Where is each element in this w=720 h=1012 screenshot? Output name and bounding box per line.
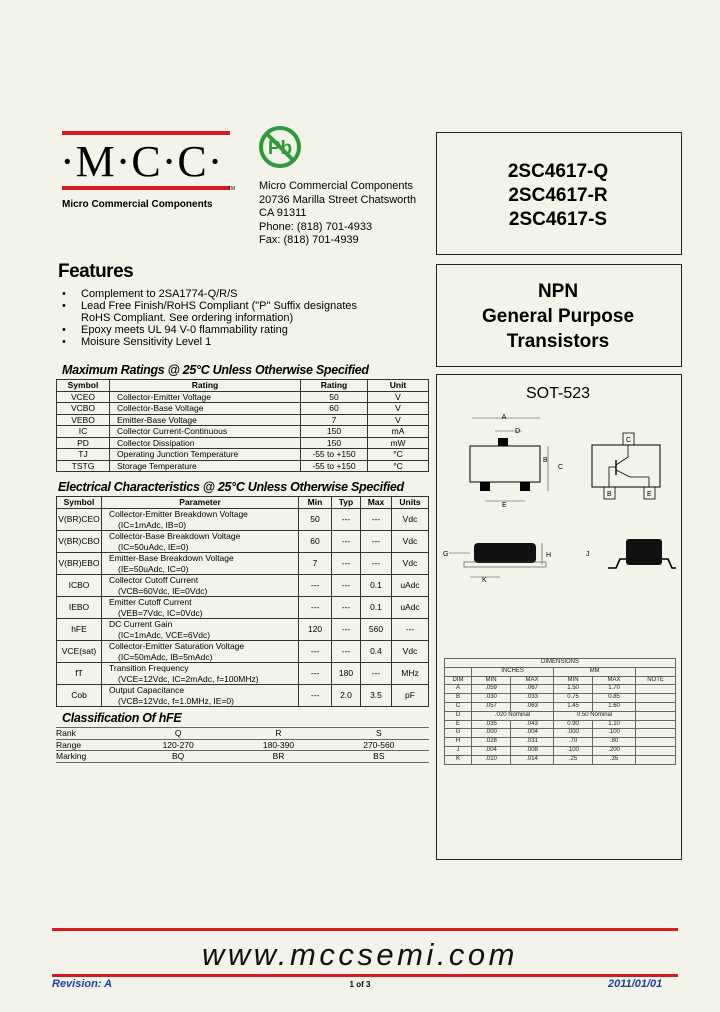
table-row — [57, 641, 429, 663]
revision-date: 2011/01/01 — [608, 978, 663, 990]
table-cell: Collector-Base Voltage — [110, 403, 301, 415]
address-street: 20736 Marilla Street Chatsworth — [259, 193, 417, 206]
table-cell: --- — [361, 509, 392, 531]
table-cell: 120 — [299, 619, 332, 641]
table-row — [445, 729, 676, 738]
param-condition: (IC=50uAdc, IE=0) — [118, 541, 189, 552]
dim-label-j: J — [586, 551, 590, 558]
table-cell: .70 — [554, 738, 593, 747]
table-cell: 60 — [301, 403, 368, 415]
table-cell: °C — [368, 449, 429, 461]
table-cell: .000 — [472, 729, 511, 738]
table-cell: 560 — [361, 619, 392, 641]
table-row — [445, 755, 676, 764]
table-cell: Q — [128, 728, 228, 740]
feature-text: Lead Free Finish/RoHS Compliant ("P" Suffix designates — [81, 300, 358, 312]
table-row — [57, 403, 429, 415]
table-cell: 7 — [299, 553, 332, 575]
table-cell: --- — [332, 641, 361, 663]
table-row — [56, 739, 429, 751]
col-header: MAX — [511, 676, 554, 685]
table-row — [445, 720, 676, 729]
table-cell: .100 — [554, 746, 593, 755]
table-cell: V(BR)CEO — [57, 509, 102, 531]
table-row — [57, 685, 429, 707]
footer-top-rule — [52, 928, 678, 931]
revision-label: Revision: A — [52, 978, 113, 990]
table-cell: 0.85 — [593, 694, 636, 703]
table-cell: Operating Junction Temperature — [110, 449, 301, 461]
col-header: NOTE — [636, 676, 676, 685]
table-cell: --- — [332, 619, 361, 641]
table-row — [57, 663, 429, 685]
description-line: NPN — [537, 281, 579, 302]
table-cell: 1.45 — [554, 702, 593, 711]
list-item — [62, 324, 357, 336]
table-cell: E — [445, 720, 472, 729]
pb-text: Pb — [267, 138, 293, 159]
table-cell: A — [445, 685, 472, 694]
table-row — [57, 449, 429, 461]
table-cell: °C — [368, 460, 429, 472]
table-cell: VCEO — [57, 391, 110, 403]
table-cell: .008 — [511, 746, 554, 755]
dim-label-h: H — [546, 552, 552, 559]
max-ratings-table — [56, 379, 429, 472]
table-cell: --- — [392, 619, 429, 641]
table-row — [57, 509, 429, 531]
table-row — [445, 738, 676, 747]
table-cell: .035 — [472, 720, 511, 729]
col-header: MIN — [472, 676, 511, 685]
table-cell: Vdc — [392, 553, 429, 575]
table-cell: --- — [299, 663, 332, 685]
table-cell: V — [368, 391, 429, 403]
table-cell: TSTG — [57, 460, 110, 472]
table-cell: -55 to +150 — [301, 449, 368, 461]
col-header: Typ — [332, 497, 361, 509]
inches-header: INCHES — [472, 667, 554, 676]
table-cell: C — [445, 702, 472, 711]
table-cell: -55 to +150 — [301, 460, 368, 472]
table-row — [445, 685, 676, 694]
table-row — [56, 751, 429, 763]
table-row — [445, 746, 676, 755]
bullet: • — [62, 288, 66, 300]
table-cell: 270-560 — [329, 739, 429, 751]
col-header: Symbol — [57, 380, 110, 392]
table-cell: PD — [57, 437, 110, 449]
param-name: Collector Cutoff Current — [109, 575, 199, 585]
param-name: Collector-Emitter Breakdown Voltage — [109, 509, 248, 519]
table-cell: 180-390 — [228, 739, 328, 751]
table-cell: --- — [332, 509, 361, 531]
col-header: Unit — [368, 380, 429, 392]
table-cell: Emitter-Base Voltage — [110, 414, 301, 426]
table-cell: .043 — [511, 720, 554, 729]
footer-bottom-rule — [52, 974, 678, 977]
feature-text: Moisure Sensitivity Level 1 — [81, 336, 212, 348]
table-row — [57, 553, 429, 575]
company-address — [259, 180, 416, 248]
table-row — [57, 575, 429, 597]
table-cell: --- — [361, 531, 392, 553]
table-cell: 0.1 — [361, 597, 392, 619]
table-cell — [102, 531, 299, 553]
table-cell — [102, 553, 299, 575]
table-row — [445, 702, 676, 711]
dim-label-b: B — [543, 457, 548, 464]
table-cell: .100 — [593, 729, 636, 738]
table-cell: K — [445, 755, 472, 764]
description-line: Transistors — [506, 331, 610, 352]
table-cell: .033 — [511, 694, 554, 703]
param-condition: (VEB=7Vdc, IC=0Vdc) — [118, 607, 203, 618]
table-cell: D — [445, 711, 472, 720]
table-cell: 1.70 — [593, 685, 636, 694]
table-cell: Vdc — [392, 509, 429, 531]
table-cell: S — [329, 728, 429, 740]
max-ratings-heading: Maximum Ratings @ 25°C Unless Otherwise Specified — [62, 363, 369, 377]
table-cell — [102, 663, 299, 685]
logo-subtitle: Micro Commercial Components — [62, 199, 213, 210]
page-number: 1 of 3 — [349, 980, 371, 989]
table-cell: 1.10 — [593, 720, 636, 729]
table-cell: pF — [392, 685, 429, 707]
table-cell — [102, 509, 299, 531]
col-header: Symbol — [57, 497, 102, 509]
table-cell: V — [368, 414, 429, 426]
dimensions-table — [444, 658, 676, 765]
feature-text: Complement to 2SA1774-Q/R/S — [81, 288, 238, 300]
pin-label-e: E — [647, 491, 652, 498]
part-number: 2SC4617-Q — [507, 161, 609, 182]
table-cell: 0.90 — [554, 720, 593, 729]
table-cell: Vdc — [392, 531, 429, 553]
electrical-table — [56, 496, 429, 707]
feature-text: RoHS Compliant. See ordering information) — [81, 312, 294, 324]
dim-label-a: A — [501, 414, 507, 421]
table-cell: MHz — [392, 663, 429, 685]
table-cell: 120-270 — [128, 739, 228, 751]
classification-heading: Classification Of hFE — [62, 711, 182, 725]
col-header: Rating — [301, 380, 368, 392]
col-header: Min — [299, 497, 332, 509]
table-cell: .014 — [511, 755, 554, 764]
table-cell: --- — [361, 663, 392, 685]
table-row — [57, 531, 429, 553]
table-cell: mA — [368, 426, 429, 438]
logo-top-rule — [62, 131, 230, 135]
table-cell: Collector Current-Continuous — [110, 426, 301, 438]
param-name: Collector-Base Breakdown Voltage — [109, 531, 241, 541]
param-condition: (IC=1mAdc, VCE=6Vdc) — [118, 629, 211, 640]
table-cell: Vdc — [392, 641, 429, 663]
table-cell: B — [445, 694, 472, 703]
table-cell — [102, 597, 299, 619]
table-cell: R — [228, 728, 328, 740]
param-condition: (IC=1mAdc, IB=0) — [118, 519, 187, 530]
part-number: 2SC4617-S — [508, 209, 608, 230]
param-name: DC Current Gain — [109, 619, 173, 629]
features-heading: Features — [58, 261, 134, 282]
bullet: • — [62, 300, 66, 312]
table-cell: --- — [332, 553, 361, 575]
table-cell: .004 — [472, 746, 511, 755]
table-cell: Collector-Emitter Voltage — [110, 391, 301, 403]
table-row — [445, 711, 676, 720]
table-cell: uAdc — [392, 575, 429, 597]
bullet: • — [62, 324, 66, 336]
table-row — [57, 460, 429, 472]
col-header: MIN — [554, 676, 593, 685]
table-cell: H — [445, 738, 472, 747]
table-cell: J — [445, 746, 472, 755]
table-cell: Storage Temperature — [110, 460, 301, 472]
table-cell: 0.4 — [361, 641, 392, 663]
table-cell: IC — [57, 426, 110, 438]
package-title: SOT-523 — [525, 385, 591, 402]
dim-label-d: D — [515, 428, 521, 435]
dimensions-title: DIMENSIONS — [445, 659, 676, 668]
param-condition: (IC=50mAdc, IB=5mAdc) — [118, 651, 213, 662]
table-cell: G — [445, 729, 472, 738]
table-cell: VEBO — [57, 414, 110, 426]
table-cell: .200 — [593, 746, 636, 755]
col-header: Rating — [110, 380, 301, 392]
electrical-heading: Electrical Characteristics @ 25°C Unless Otherwise Specified — [58, 480, 404, 494]
col-header: DIM — [445, 676, 472, 685]
table-cell: --- — [299, 641, 332, 663]
param-name: Output Capacitance — [109, 685, 185, 695]
col-header: Parameter — [102, 497, 299, 509]
package-drawing — [440, 405, 676, 590]
table-cell: --- — [332, 575, 361, 597]
table-cell: BQ — [128, 751, 228, 763]
company-logo: ·M·C·C· — [60, 137, 224, 186]
dim-label-e: E — [502, 502, 507, 509]
table-cell: 50 — [299, 509, 332, 531]
table-cell: .059 — [472, 685, 511, 694]
table-cell: Rank — [56, 728, 128, 740]
table-cell: .004 — [511, 729, 554, 738]
table-cell: 60 — [299, 531, 332, 553]
col-header: Units — [392, 497, 429, 509]
description-line: General Purpose — [481, 306, 635, 327]
list-item — [62, 312, 357, 324]
table-cell: BR — [228, 751, 328, 763]
table-cell: Range — [56, 739, 128, 751]
table-cell: VCBO — [57, 403, 110, 415]
table-cell: ICBO — [57, 575, 102, 597]
table-cell: Cob — [57, 685, 102, 707]
mm-header: MM — [554, 667, 636, 676]
bullet: • — [62, 336, 66, 348]
part-number: 2SC4617-R — [508, 185, 608, 206]
table-cell: 7 — [301, 414, 368, 426]
table-cell: hFE — [57, 619, 102, 641]
table-cell: --- — [299, 597, 332, 619]
address-phone: Phone: (818) 701-4933 — [259, 220, 373, 233]
table-cell: V(BR)EBO — [57, 553, 102, 575]
classification-table — [56, 727, 429, 763]
param-name: Emitter-Base Breakdown Voltage — [109, 553, 234, 563]
table-cell: 1.60 — [593, 702, 636, 711]
list-item — [62, 288, 357, 300]
table-cell: fT — [57, 663, 102, 685]
col-header: MAX — [593, 676, 636, 685]
table-cell: 150 — [301, 426, 368, 438]
col-header: Max — [361, 497, 392, 509]
table-cell — [102, 619, 299, 641]
table-cell: 180 — [332, 663, 361, 685]
features-list — [62, 288, 357, 348]
dim-label-k: K — [482, 577, 487, 584]
table-cell: .80 — [593, 738, 636, 747]
table-cell — [102, 641, 299, 663]
table-cell: 150 — [301, 437, 368, 449]
table-cell: IEBO — [57, 597, 102, 619]
dim-label-c: C — [558, 464, 564, 471]
address-fax: Fax: (818) 701-4939 — [259, 234, 359, 246]
table-cell: VCE(sat) — [57, 641, 102, 663]
table-cell: --- — [299, 685, 332, 707]
table-row — [57, 437, 429, 449]
table-cell: .010 — [472, 755, 511, 764]
table-row — [57, 391, 429, 403]
table-cell: .031 — [511, 738, 554, 747]
table-cell: 1.50 — [554, 685, 593, 694]
table-cell: 3.5 — [361, 685, 392, 707]
logo-bottom-rule — [62, 186, 230, 190]
table-cell: --- — [299, 575, 332, 597]
table-cell: Marking — [56, 751, 128, 763]
table-cell: .063 — [511, 702, 554, 711]
feature-text: Epoxy meets UL 94 V-0 flammability rating — [81, 324, 288, 336]
param-name: Collector-Emitter Saturation Voltage — [109, 641, 245, 651]
pin-label-b: B — [607, 491, 612, 498]
list-item — [62, 300, 357, 312]
table-row — [57, 597, 429, 619]
table-row — [57, 414, 429, 426]
pin-label-c: C — [626, 437, 632, 444]
lead-free-icon — [258, 125, 308, 171]
table-cell: V — [368, 403, 429, 415]
table-cell: uAdc — [392, 597, 429, 619]
trademark: TM — [228, 186, 236, 192]
table-cell — [102, 685, 299, 707]
table-cell: --- — [332, 531, 361, 553]
table-cell: 0.1 — [361, 575, 392, 597]
param-condition: (VCB=60Vdc, IE=0Vdc) — [118, 585, 208, 596]
table-row — [57, 619, 429, 641]
param-condition: (VCB=12Vdc, f=1.0MHz, IE=0) — [118, 695, 234, 706]
table-cell: --- — [332, 597, 361, 619]
table-row — [445, 694, 676, 703]
device-description — [436, 279, 680, 354]
list-item — [62, 336, 357, 348]
table-cell: 0.50 Nominal — [554, 711, 636, 720]
part-numbers — [436, 160, 680, 232]
param-name: Emitter Cutoff Current — [109, 597, 192, 607]
table-cell: .028 — [472, 738, 511, 747]
param-condition: (IE=50uAdc, IC=0) — [118, 563, 189, 574]
table-cell: mW — [368, 437, 429, 449]
website-url[interactable]: www.mccsemi.com — [201, 937, 518, 972]
table-cell: 0.75 — [554, 694, 593, 703]
table-cell: Collector Dissipation — [110, 437, 301, 449]
dim-label-g: G — [443, 551, 449, 558]
table-row — [57, 426, 429, 438]
table-row — [56, 728, 429, 740]
param-name: Transition Frequency — [109, 663, 189, 673]
table-cell: --- — [361, 553, 392, 575]
table-cell: .030 — [472, 694, 511, 703]
address-city: CA 91311 — [259, 207, 307, 219]
table-cell: .25 — [554, 755, 593, 764]
address-company: Micro Commercial Components — [259, 180, 414, 192]
table-cell: .35 — [593, 755, 636, 764]
table-cell: .020 Nominal — [472, 711, 554, 720]
table-cell: .000 — [554, 729, 593, 738]
table-cell: 50 — [301, 391, 368, 403]
table-cell: TJ — [57, 449, 110, 461]
table-cell — [102, 575, 299, 597]
table-cell: .057 — [472, 702, 511, 711]
table-cell: V(BR)CBO — [57, 531, 102, 553]
param-condition: (VCE=12Vdc, IC=2mAdc, f=100MHz) — [118, 673, 259, 684]
table-cell: 2.0 — [332, 685, 361, 707]
table-cell: .067 — [511, 685, 554, 694]
table-cell: BS — [329, 751, 429, 763]
